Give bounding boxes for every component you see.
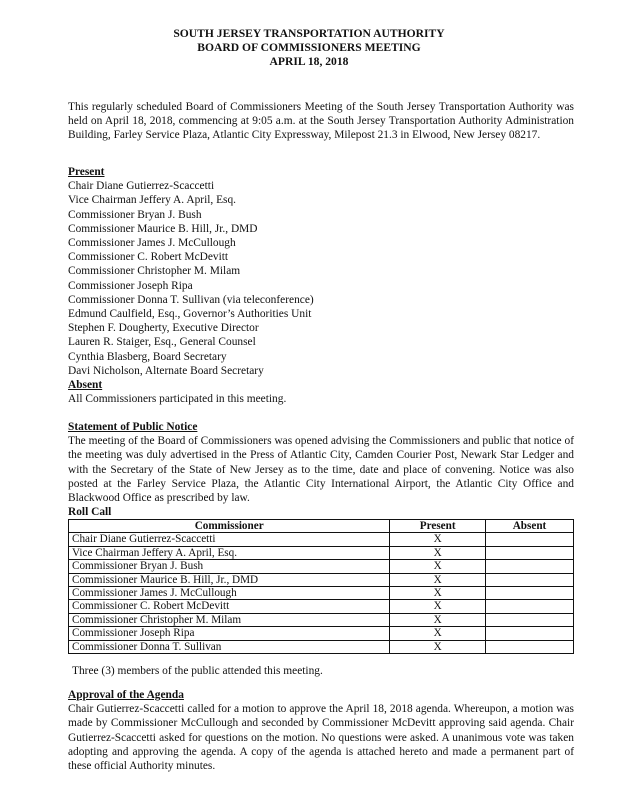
intro-paragraph: This regularly scheduled Board of Commissioners Meeting of the South Jersey Transportation Authority was held on April 18, 2018, commencing at 9:05 a.m. at the South Jersey Transportation Authority Administration Building, Farley Service Plaza, Atlantic City Expressway, Milepost 21.3 in Elwood, New Jersey 08217.	[68, 101, 574, 142]
present-section	[68, 165, 574, 378]
present-list	[68, 179, 574, 378]
roll-call-table	[68, 519, 574, 654]
absent-cell	[486, 600, 574, 613]
table-row	[69, 613, 574, 626]
commissioner-cell: Commissioner Donna T. Sullivan	[69, 640, 390, 653]
table-row	[69, 573, 574, 586]
absent-cell	[486, 560, 574, 573]
commissioner-cell: Commissioner Christopher M. Milam	[69, 613, 390, 626]
present-cell: X	[390, 613, 486, 626]
absent-cell	[486, 627, 574, 640]
absent-heading: Absent	[68, 379, 103, 391]
present-cell: X	[390, 640, 486, 653]
commissioner-cell: Vice Chairman Jeffery A. April, Esq.	[69, 546, 390, 559]
commissioner-cell: Commissioner Bryan J. Bush	[69, 560, 390, 573]
table-row	[69, 600, 574, 613]
header-title: SOUTH JERSEY TRANSPORTATION AUTHORITY	[173, 27, 445, 40]
present-list-item: Commissioner Christopher M. Milam	[68, 265, 241, 278]
present-list-item: Commissioner James J. McCullough	[68, 237, 236, 250]
present-list-item: Lauren R. Staiger, Esq., General Counsel	[68, 336, 256, 349]
present-list-item: Edmund Caulfield, Esq., Governor’s Authorities Unit	[68, 308, 312, 321]
public-notice-section	[68, 420, 574, 505]
present-list-item: Vice Chairman Jeffery A. April, Esq.	[68, 194, 237, 207]
absent-cell	[486, 573, 574, 586]
present-cell: X	[390, 560, 486, 573]
present-cell: X	[390, 533, 486, 546]
absent-cell	[486, 533, 574, 546]
agenda-heading: Approval of the Agenda	[68, 689, 184, 701]
column-header-commissioner: Commissioner	[69, 520, 390, 533]
present-cell: X	[390, 600, 486, 613]
absent-cell	[486, 613, 574, 626]
table-row	[69, 533, 574, 546]
roll-call-heading: Roll Call	[68, 506, 112, 518]
present-list-item: Cynthia Blasberg, Board Secretary	[68, 350, 227, 363]
table-row	[69, 640, 574, 653]
roll-call-header-row	[69, 520, 574, 533]
absent-text: All Commissioners participated in this meeting.	[68, 393, 287, 406]
commissioner-cell: Commissioner James J. McCullough	[69, 587, 390, 600]
present-list-item: Commissioner C. Robert McDevitt	[68, 251, 229, 264]
public-attendance-note: Three (3) members of the public attended this meeting.	[72, 665, 323, 677]
absent-cell	[486, 587, 574, 600]
commissioner-cell: Commissioner Joseph Ripa	[69, 627, 390, 640]
present-list-item: Commissioner Joseph Ripa	[68, 279, 193, 292]
present-cell: X	[390, 546, 486, 559]
absent-cell	[486, 640, 574, 653]
public-notice-text: The meeting of the Board of Commissioners was opened advising the Commissioners and public that notice of the meeting was duly advertised in the Press of Atlantic City, Camden Courier Post, Newark Star Ledger and with the Secretary of the State of New Jersey as to the time, date and place of convening. Notice was also posted at the Farley Service Plaza, the Atlantic City International Airport, the Atlantic City Office and Blackwood Office as prescribed by law.	[68, 435, 574, 505]
present-list-item: Commissioner Donna T. Sullivan (via teleconference)	[68, 293, 314, 306]
present-list-item: Chair Diane Gutierrez-Scaccetti	[68, 180, 215, 193]
commissioner-cell: Chair Diane Gutierrez-Scaccetti	[69, 533, 390, 546]
present-cell: X	[390, 627, 486, 640]
table-row	[69, 627, 574, 640]
roll-call-body	[69, 533, 574, 654]
absent-cell	[486, 546, 574, 559]
agenda-section	[68, 688, 574, 773]
present-cell: X	[390, 587, 486, 600]
present-list-item: Commissioner Bryan J. Bush	[68, 208, 202, 221]
commissioner-cell: Commissioner C. Robert McDevitt	[69, 600, 390, 613]
present-list-item: Davi Nicholson, Alternate Board Secretary	[68, 364, 264, 377]
table-row	[69, 560, 574, 573]
public-notice-heading: Statement of Public Notice	[68, 421, 198, 433]
absent-section	[68, 378, 574, 406]
document-header	[0, 27, 618, 69]
column-header-present: Present	[390, 520, 486, 533]
commissioner-cell: Commissioner Maurice B. Hill, Jr., DMD	[69, 573, 390, 586]
present-list-item: Commissioner Maurice B. Hill, Jr., DMD	[68, 222, 258, 235]
present-list-item: Stephen F. Dougherty, Executive Director	[68, 322, 259, 335]
table-row	[69, 546, 574, 559]
present-heading: Present	[68, 166, 105, 178]
agenda-text: Chair Gutierrez-Scaccetti called for a motion to approve the April 18, 2018 agenda. Whereupon, a motion was made by Commissioner McCullough and seconded by Commissioner McDevitt approving said agenda. Chair Gutierrez-Scaccetti asked for questions on the motion. No questions were asked. A unanimous vote was taken adopting and approving the agenda. A copy of the agenda is attached hereto and made a permanent part of these official Authority minutes.	[68, 703, 574, 773]
table-row	[69, 587, 574, 600]
header-date: APRIL 18, 2018	[269, 55, 349, 68]
present-cell: X	[390, 573, 486, 586]
header-subtitle: BOARD OF COMMISSIONERS MEETING	[197, 41, 421, 54]
column-header-absent: Absent	[486, 520, 574, 533]
